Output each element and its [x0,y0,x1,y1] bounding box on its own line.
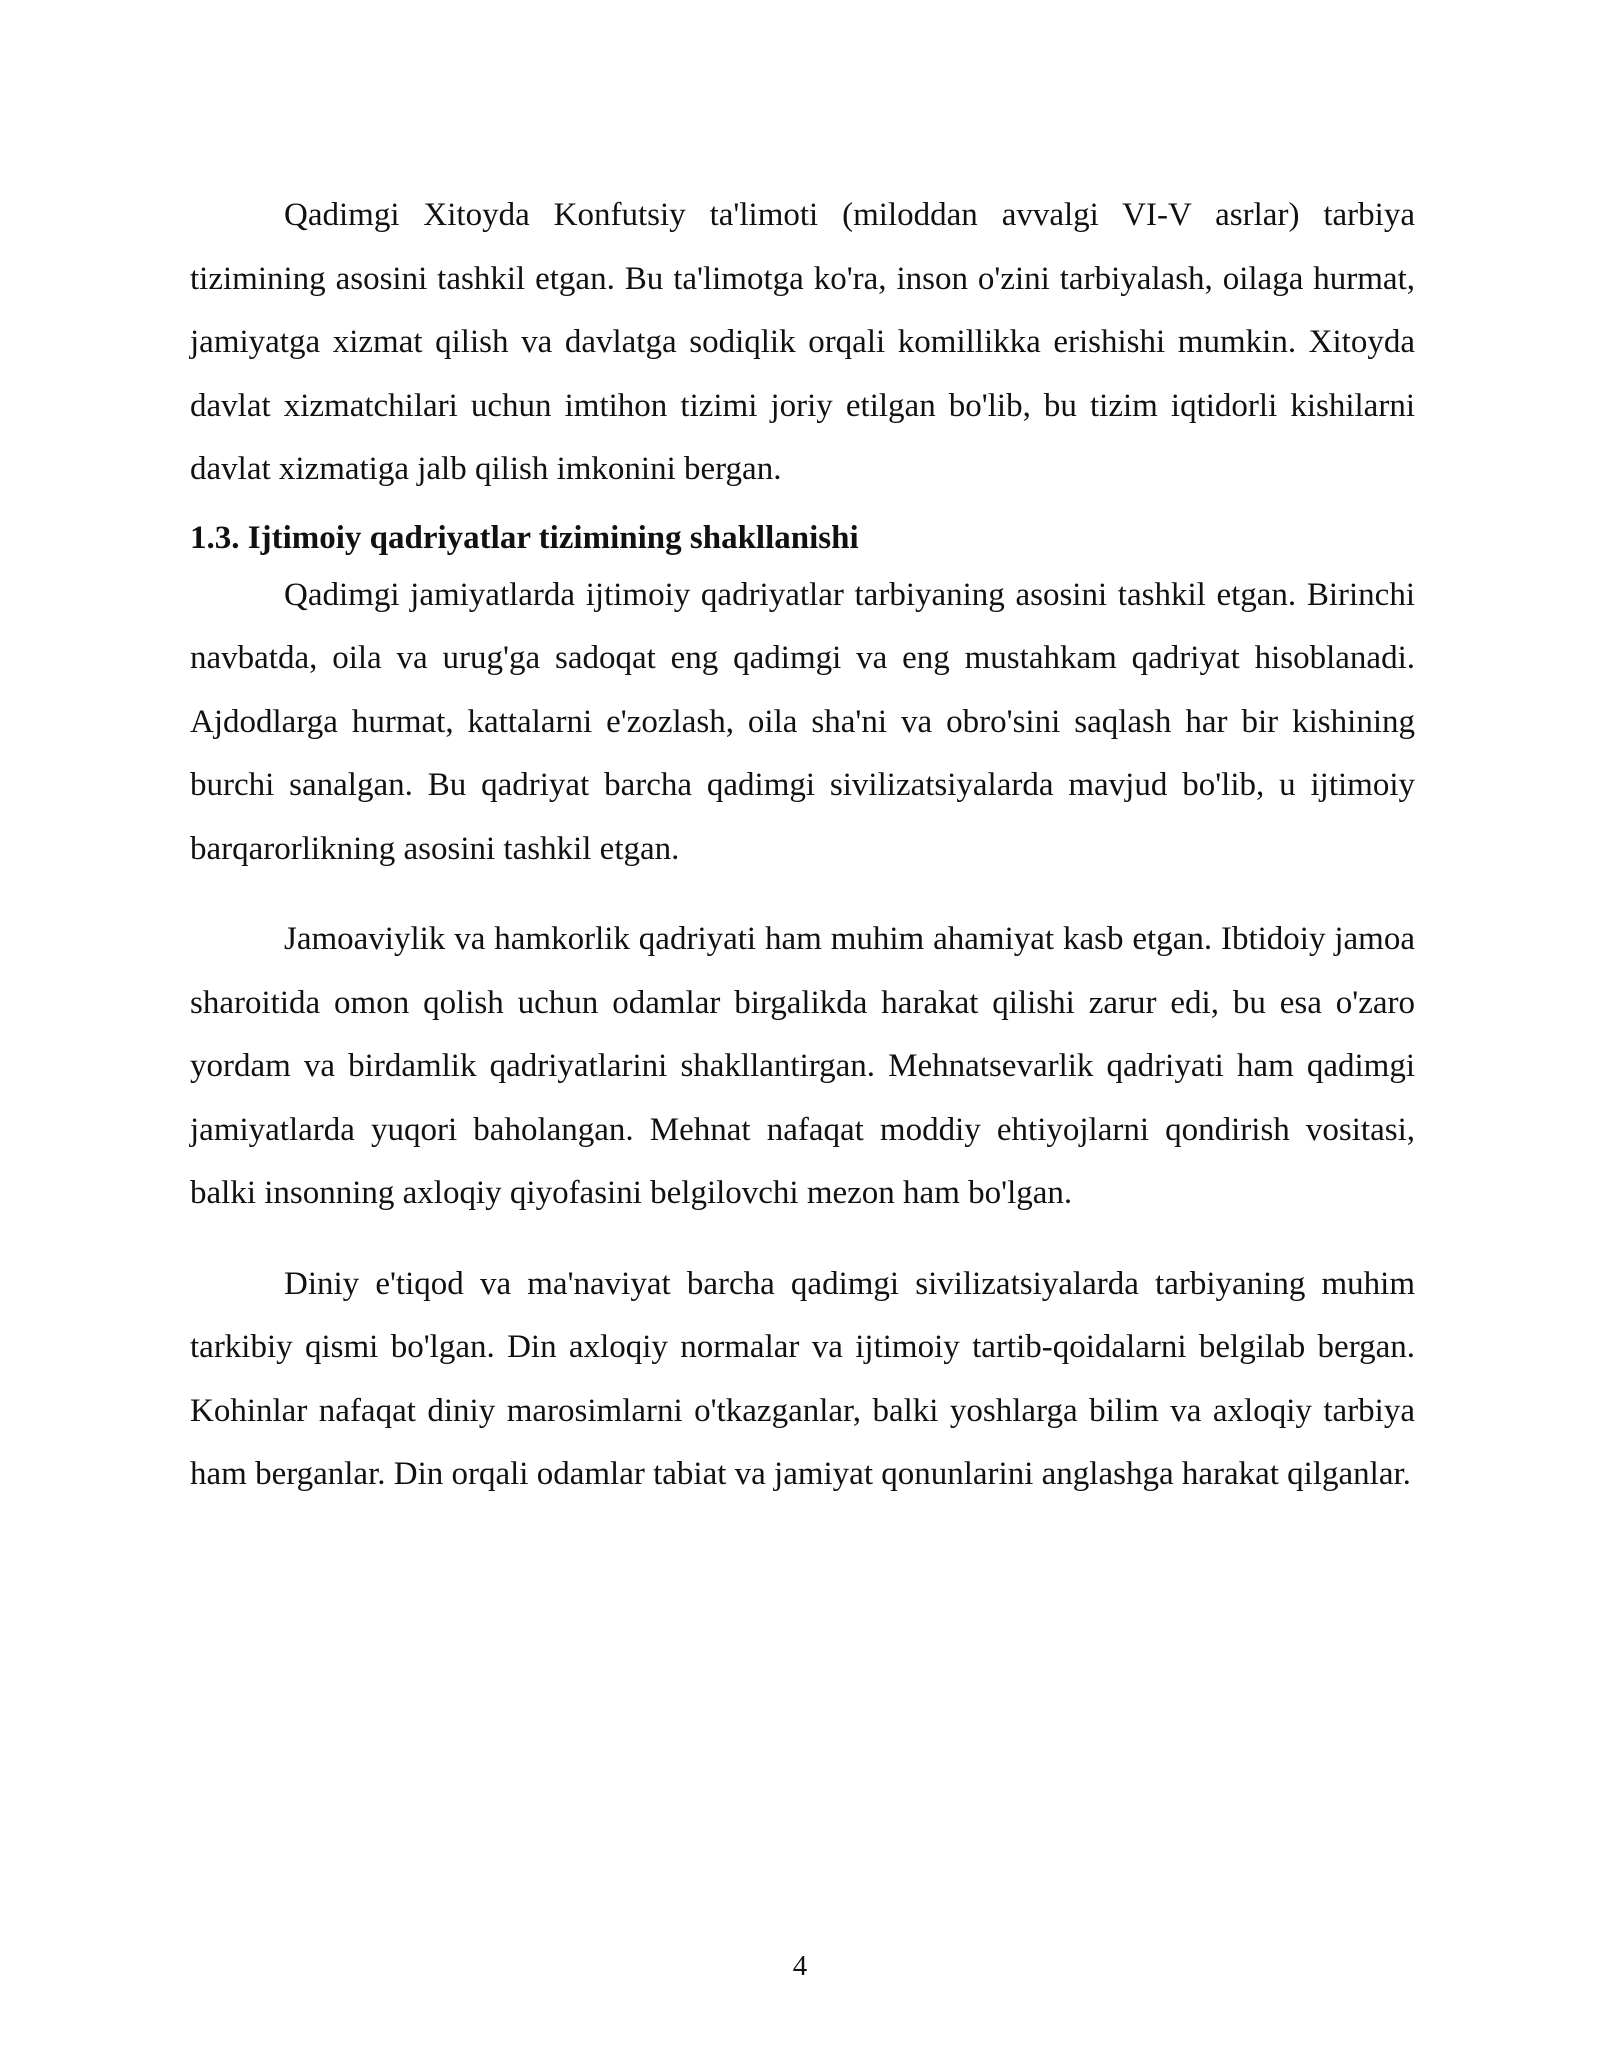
paragraph-social-values: Qadimgi jamiyatlarda ijtimoiy qadriyatlar tarbiyaning asosini tashkil etgan. Birinchi navbatda, oila va urug'ga sadoqat eng qadimgi va eng mustahkam qadriyat hisoblanadi. Ajdodlarga hurmat, kattalarni e'zozlash, oila sha'ni va obro'sini saqlash har bir kishining burchi sanalgan. Bu qadriyat barcha qadimgi sivilizatsiyalarda mavjud bo'lib, u ijtimoiy barqarorlikning asosini tashkil etgan. [190,576,1415,867]
document-page [190,184,1415,1507]
paragraph-collectivism: Jamoaviylik va hamkorlik qadriyati ham muhim ahamiyat kasb etgan. Ibtidoiy jamoa sharoitida omon qolish uchun odamlar birgalikda harakat qilishi zarur edi, bu esa o'zaro yordam va birdamlik qadriyatlarini shakllantirgan. Mehnatsevarlik qadriyati ham qadimgi jamiyatlarda yuqori baholangan. Mehnat nafaqat moddiy ehtiyojlarni qondirish vositasi, balki insonning axloqiy qiyofasini belgilovchi mezon ham bo'lgan. [190,921,1415,1211]
page-number: 4 [792,1950,808,1982]
section-heading: 1.3. Ijtimoiy qadriyatlar tizimining shakllanishi [190,519,859,556]
paragraph-religion: Diniy e'tiqod va ma'naviyat barcha qadimgi sivilizatsiyalarda tarbiyaning muhim tarkibiy qismi bo'lgan. Din axloqiy normalar va ijtimoiy tartib-qoidalarni belgilab bergan. Kohinlar nafaqat diniy marosimlarni o'tkazganlar, balki yoshlarga bilim va axloqiy tarbiya ham berganlar. Din orqali odamlar tabiat va jamiyat qonunlarini anglashga harakat qilganlar. [190,1265,1415,1492]
paragraph-confucius: Qadimgi Xitoyda Konfutsiy ta'limoti (miloddan avvalgi VI-V asrlar) tarbiya tizimining asosini tashkil etgan. Bu ta'limotga ko'ra, inson o'zini tarbiyalash, oilaga hurmat, jamiyatga xizmat qilish va davlatga sodiqlik orqali komillikka erishishi mumkin. Xitoyda davlat xizmatchilari uchun imtihon tizimi joriy etilgan bo'lib, bu tizim iqtidorli kishilarni davlat xizmatiga jalb qilish imkonini bergan. [190,197,1415,487]
